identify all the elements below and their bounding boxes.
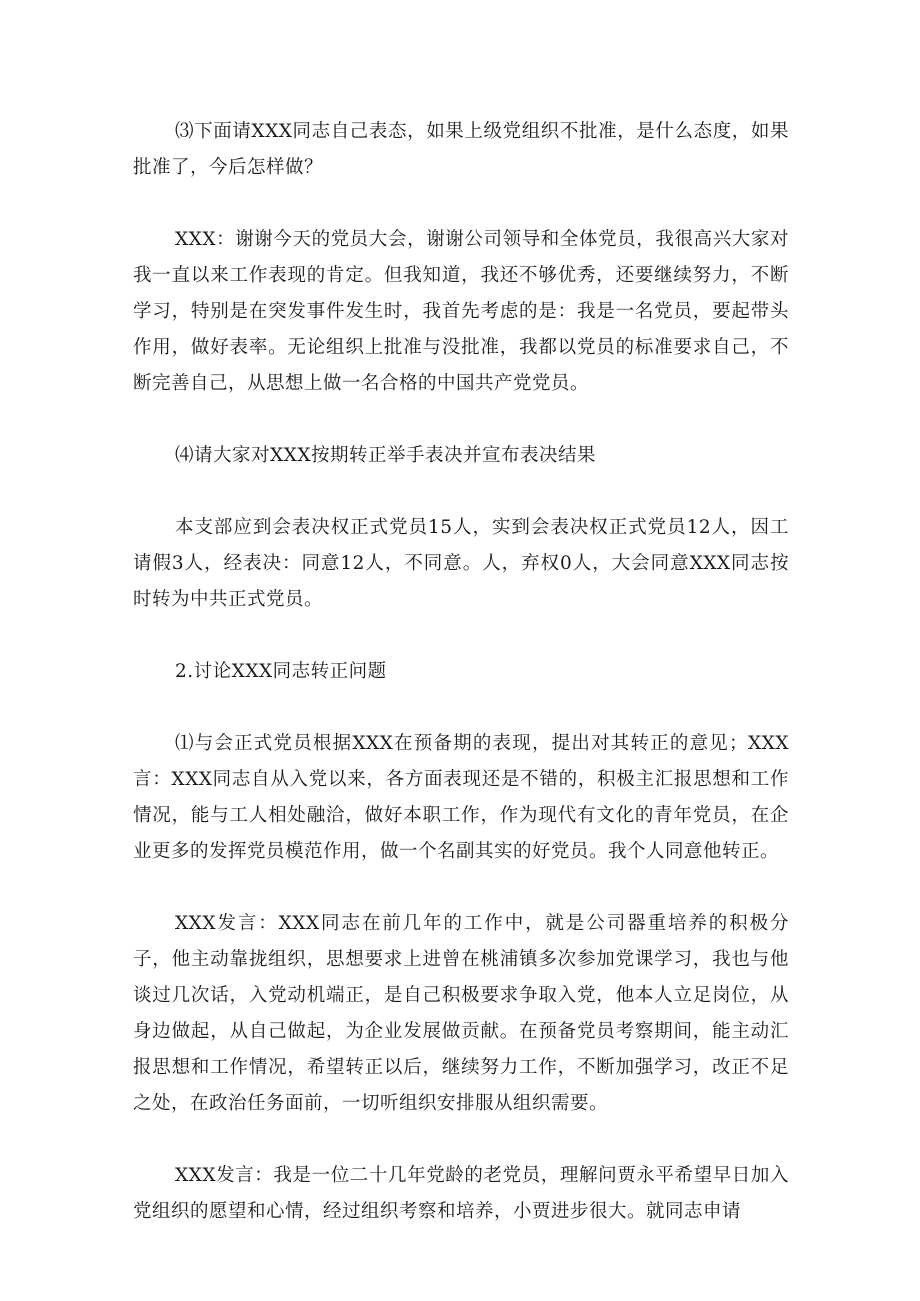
document-body xyxy=(133,114,789,1266)
paragraph-vote-result: 本支部应到会表决权正式党员15人，实到会表决权正式党员12人，因工请假3人，经表决：同意12人，不同意。人，弃权0人，大会同意XXX同志按时转为中共正式党员。 xyxy=(133,517,789,610)
section-heading-discussion: 2.讨论XXX同志转正问题 xyxy=(175,661,387,682)
paragraph-vote-prompt: ⑷请大家对XXX按期转正举手表决并宣布表决结果 xyxy=(175,445,597,466)
paragraph-self-statement-prompt: ⑶下面请XXX同志自己表态，如果上级党组织不批准，是什么态度，如果批准了，今后怎样做？ xyxy=(133,121,789,178)
paragraph-self-statement: XXX：谢谢今天的党员大会，谢谢公司领导和全体党员，我很高兴大家对我一直以来工作表现的肯定。但我知道，我还不够优秀，还要继续努力，不断学习，特别是在突发事件发生时，我首先考虑的是：我是一名党员，要起带头作用，做好表率。无论组织上批准与没批准，我都以党员的标准要求自己，不断完善自己，从思想上做一名合格的中国共产党党员。 xyxy=(133,229,789,394)
paragraph-member-opinion-3: XXX发言：我是一位二十几年党龄的老党员，理解问贾永平希望早日加入党组织的愿望和心情，经过组织考察和培养，小贾进步很大。就同志申请 xyxy=(133,1165,789,1222)
paragraph-member-opinion-2: XXX发言：XXX同志在前几年的工作中，就是公司器重培养的积极分子，他主动靠拢组织，思想要求上进曾在桃浦镇多次参加党课学习，我也与他谈过几次话，入党动机端正，是自己积极要求争取入党，他本人立足岗位，从身边做起，从自己做起，为企业发展做贡献。在预备党员考察期间，能主动汇报思想和工作情况，希望转正以后，继续努力工作，不断加强学习，改正不足之处，在政治任务面前，一切听组织安排服从组织需要。 xyxy=(133,913,789,1114)
paragraph-member-opinion-1: ⑴与会正式党员根据XXX在预备期的表现，提出对其转正的意见；XXX言：XXX同志自从入党以来，各方面表现还是不错的，积极主汇报思想和工作情况，能与工人相处融洽，做好本职工作，作为现代有文化的青年党员，在企业更多的发挥党员模范作用，做一个名副其实的好党员。我个人同意他转正。 xyxy=(133,733,789,862)
